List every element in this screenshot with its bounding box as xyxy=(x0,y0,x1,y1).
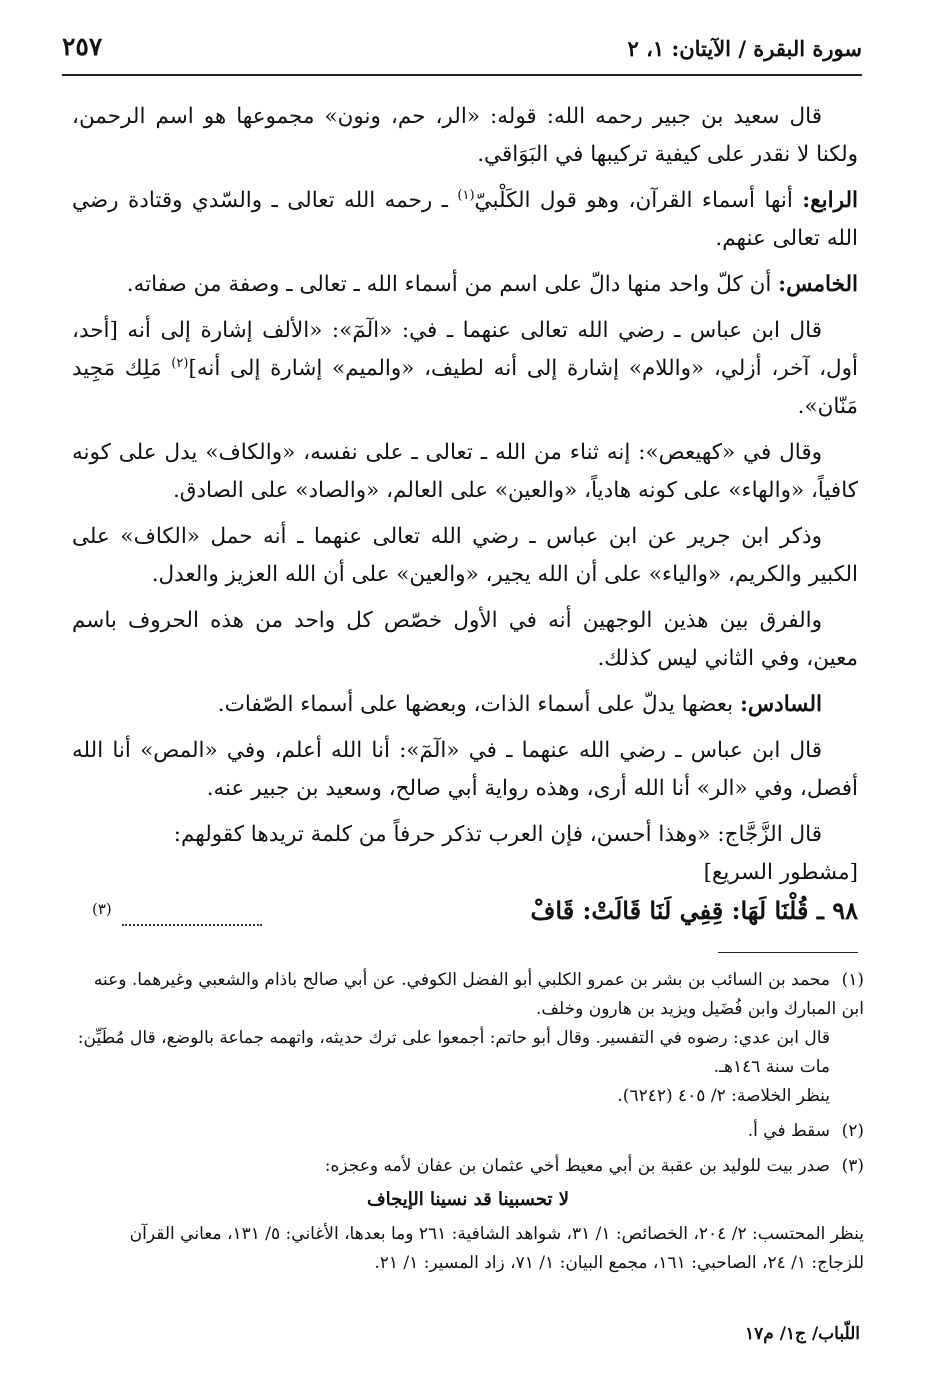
term-fourth: الرابع: xyxy=(802,188,858,213)
paragraph-text: مَلِك مَجِيد مَنّان». xyxy=(72,356,858,419)
paragraph-zajjaj xyxy=(72,816,858,892)
footnote-text: قال ابن عدي: رضوه في التفسير. وقال أبو حاتم: أجمعوا على ترك حديثه، واتهمه جماعة بالوضع، قال مُطَيِّن: مات سنة ١٤٦هـ. xyxy=(77,1028,830,1077)
footnote-3 xyxy=(72,1152,864,1278)
footnote-number: (١) xyxy=(841,970,864,990)
paragraph-said-ibn-jubayr: قال سعيد بن جبير رحمه الله: قوله: «الر، حم، ونون» مجموعها هو اسم الرحمن، ولكنا لا نقدر على كيفية تركيبها في البَوَاقي. xyxy=(72,104,858,167)
paragraph-ibn-abbas-alm xyxy=(72,312,858,426)
paragraph-ibn-jarir: وذكر ابن جرير عن ابن عباس ـ رضي الله تعالى عنهما ـ أنه حمل «الكاف» على الكبير والكريم، «والياء» على أن الله يجير، «والعين» على أن الله العزيز والعدل. xyxy=(72,524,858,587)
footnote-text: صدر بيت للوليد بن عقبة بن أبي معيط أخي عثمان بن عفان لأمه وعجزه: xyxy=(324,1156,830,1176)
footnote-ref-3[interactable]: (٣) xyxy=(92,900,112,918)
term-sixth: السادس: xyxy=(739,692,822,717)
footnote-references: ينظر المحتسب: ٢/ ٢٠٤، الخصائص: ١/ ٣١، شواهد الشافية: ٢٦١ وما بعدها، الأغاني: ٥/ ١٣١، معاني القرآن للزجاج: ١/ ٢٤، الصاحبي: ١٦١، مجمع البيان: ١/ ٧١، زاد المسير: ١/ ٢١. xyxy=(129,1224,864,1273)
footnotes xyxy=(72,966,864,1284)
paragraph-text: قال ابن عباس ـ رضي الله تعالى عنهما ـ في: «الٓمٓ»: «الألف إشارة إلى أنه [أحد، أول، آخر، أزلي، «واللام» إشارة إلى أنه لطيف، «والميم» إشارة إلى أنه] xyxy=(72,318,858,381)
footnote-text: ينظر الخلاصة: ٢/ ٤٠٥ (٦٢٤٢). xyxy=(617,1086,830,1106)
verse-dotted-line xyxy=(122,904,262,926)
running-header xyxy=(62,30,862,76)
footnote-1 xyxy=(72,966,864,1111)
verse-text: ٩٨ ـ قُلْنَا لَهَا: قِفِي لَنَا قَالَتْ: قَافْ xyxy=(530,896,858,925)
paragraph-text: أن كلّ واحد منها دالّ على اسم من أسماء الله ـ تعالى ـ وصفة من صفاته. xyxy=(126,272,779,297)
footnote-divider xyxy=(718,952,858,953)
paragraph-text: قال الزَّجَّاج: «وهذا أحسن، فإن العرب تذكر حرفاً من كلمة تريدها كقولهم: xyxy=(173,822,822,847)
footnote-2 xyxy=(72,1117,864,1146)
paragraph-fourth-view xyxy=(72,182,858,258)
printer-signature: اللّباب/ ج١/ م١٧ xyxy=(744,1324,860,1344)
footnote-number: (٢) xyxy=(841,1121,864,1141)
footnote-ref-1[interactable]: (١) xyxy=(457,187,475,203)
paragraph-text: بعضها يدلّ على أسماء الذات، وبعضها على أسماء الصّفات. xyxy=(217,692,740,717)
meter-label: [مشطور السريع] xyxy=(703,860,858,885)
paragraph-text: أنها أسماء القرآن، وهو قول الكَلْبيّ xyxy=(474,188,803,213)
poetry-verse xyxy=(92,896,858,936)
surah-title: سورة البقرة / الآيتان: ١، ٢ xyxy=(627,36,862,61)
paragraph-fifth-view xyxy=(72,266,858,304)
paragraph-ibn-abbas-almas: قال ابن عباس ـ رضي الله عنهما ـ في «الٓمٓ»: أنا الله أعلم، وفي «المص» أنا الله أفصل، وفي «الر» أنا الله أرى، وهذه رواية أبي صالح، وسعيد بن جبير عنه. xyxy=(72,738,858,801)
paragraph-sixth-view xyxy=(72,686,858,724)
footnote-ref-2[interactable]: (٢) xyxy=(171,355,189,371)
main-text xyxy=(72,98,858,900)
footnote-number: (٣) xyxy=(841,1156,864,1176)
paragraph-text: ـ رحمه الله تعالى ـ والسّدي وقتادة رضي الله تعالى عنهم. xyxy=(72,188,858,251)
paragraph-difference: والفرق بين هذين الوجهين أنه في الأول خصّص كل واحد من هذه الحروف باسم معين، وفي الثاني ليس كذلك. xyxy=(72,608,858,671)
footnote-text: محمد بن السائب بن بشر بن عمرو الكلبي أبو الفضل الكوفي. عن أبي صالح باذام والشعبي وغيرهما. وعنه ابن المبارك وابن فُضَيل ويزيد بن هارون وخلف. xyxy=(93,970,864,1019)
page-number: ٢٥٧ xyxy=(62,32,103,61)
paragraph-kaf-ha-ya-ain-sad: وقال في «كهيعص»: إنه ثناء من الله ـ تعالى ـ على نفسه، «والكاف» يدل على كونه كافياً، «والهاء» على كونه هادياً، «والعين» على العالم، «والصاد» على الصادق. xyxy=(72,440,858,503)
footnote-verse: لا تحسبينا قد نسينا الإيجاف xyxy=(366,1189,569,1210)
footnote-text: سقط في أ. xyxy=(747,1121,830,1141)
term-fifth: الخامس: xyxy=(778,272,858,297)
